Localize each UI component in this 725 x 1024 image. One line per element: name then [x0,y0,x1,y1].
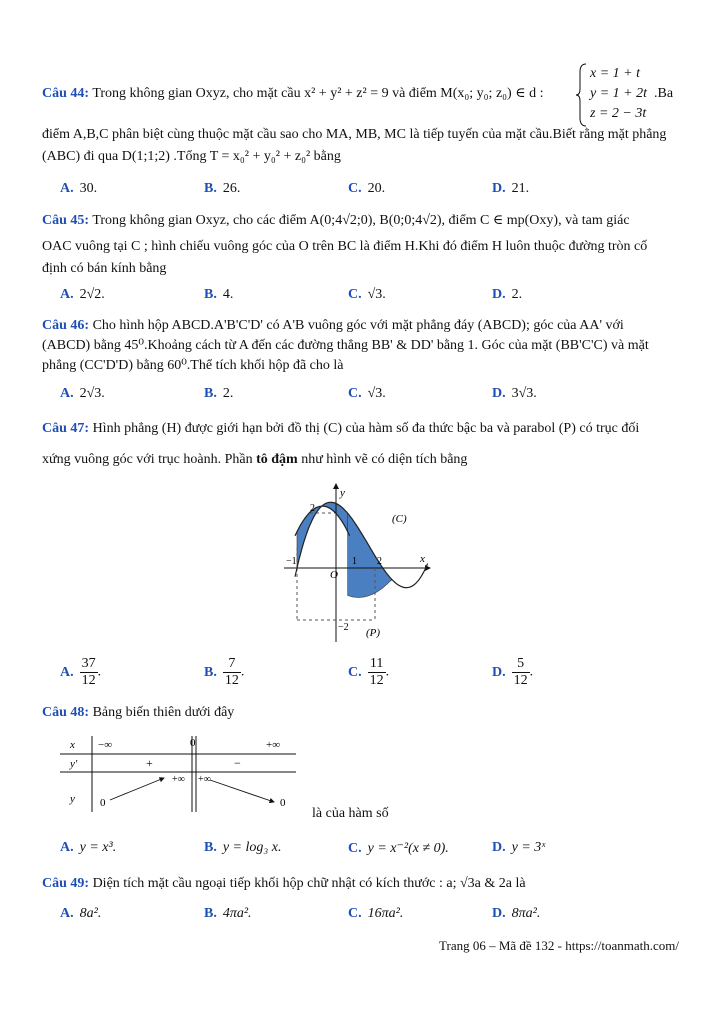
option-letter: D. [492,840,506,855]
option-letter: B. [204,386,217,401]
table-x-value: +∞ [266,739,281,751]
q49-options [60,906,680,930]
option-text: 2. [222,386,234,401]
numerator: 7 [223,656,241,673]
fraction [368,656,386,689]
option-text: 8πa². [511,906,541,921]
variation-table [60,734,300,814]
option-letter: B. [204,287,217,302]
q47-label: Câu 47: [42,421,90,436]
option-text: 20. [367,181,386,196]
table-y-label: y [70,793,75,805]
option-letter: D. [492,181,506,196]
q45-label: Câu 45: [42,213,90,228]
q48-option-d[interactable] [492,840,545,856]
option-text: y = x⁻²(x ≠ 0). [367,841,449,856]
q46-option-a[interactable] [60,386,105,402]
sys-row: x = 1 + t [590,66,640,81]
q47-text1: Hình phẳng (H) được giới hạn bởi đồ thị (C) của hàm số đa thức bậc ba và parabol (P) có trục đối [92,421,640,436]
option-letter: C. [348,906,362,921]
q47-option-a[interactable]: A. $\frac{37}{12}$ . [60,656,102,688]
option-letter: A. [60,386,74,401]
option-letter: B. [204,664,217,680]
option-letter: D. [492,386,506,401]
table-y-value: +∞ [198,774,211,785]
q47-graph [280,478,440,644]
q47-option-c[interactable]: C. $\frac{11}{12}$ . [348,656,390,688]
q45-option-a[interactable] [60,287,105,303]
page-footer: Trang 06 – Mã đề 132 - https://toanmath.com/ [439,938,679,953]
q47-options [60,656,680,688]
option-text: 16πa². [367,906,404,921]
option-letter: A. [60,287,74,302]
option-letter: A. [60,840,74,855]
option-text: 2. [511,287,523,302]
q46-text2: (ABCD) bằng 45⁰.Khoảng cách từ A đến các đường thẳng BB' & DD' bằng 1. Góc của mặt (BB'C'C) và mặt [42,338,649,353]
curve-p-label: (P) [366,627,381,639]
tick-label: 2 [377,556,382,567]
option-text: 4. [222,287,234,302]
sys-row: y = 1 + 2t [590,86,647,101]
option-letter: B. [204,906,217,921]
x-axis-label: x [420,553,425,565]
option-text: 3√3. [511,386,537,401]
option-letter: C. [348,664,362,680]
option-text: 2√2. [79,287,105,302]
option-letter: D. [492,664,506,680]
option-text: 8a². [79,906,102,921]
table-y-value: 0 [100,797,106,809]
q45-options [60,287,680,311]
option-text: 2√3. [79,386,105,401]
q46-option-d[interactable] [492,386,537,402]
numerator: 37 [81,656,96,671]
option-letter: C. [348,386,362,401]
option-text: y = log₃ x. [222,840,282,855]
q47-line1 [42,418,682,440]
denominator: 12 [369,673,384,688]
q44-option-b[interactable] [204,181,240,197]
option-letter: C. [348,181,362,196]
option-text: √3. [367,386,386,401]
q44-option-d[interactable] [492,181,529,197]
option-letter: A. [60,181,74,196]
q47-text2a: xứng vuông góc với trục hoành. Phần [42,452,257,467]
decrease-arrow [210,780,274,802]
origin-label: O [330,569,338,581]
numerator: 5 [512,656,530,673]
table-y-value: +∞ [172,774,185,785]
table-sign: + [146,756,153,770]
q45-text2: OAC vuông tại C ; hình chiếu vuông góc của O trên BC là điểm H.Khi đó điểm H luôn thuộc đường tròn cố [42,239,648,254]
fraction [223,656,241,689]
q44-ba: .Ba [654,86,674,101]
q47-line2 [42,449,682,471]
q46-option-b[interactable] [204,386,233,402]
q44-label: Câu 44: [42,86,90,101]
q44-option-a[interactable] [60,181,97,197]
option-letter: B. [204,840,217,855]
tick-label: −1 [286,556,297,567]
q48-option-a[interactable] [60,840,116,856]
option-letter: B. [204,181,217,196]
q46-option-c[interactable] [348,386,386,402]
tick-label: −2 [338,622,349,633]
sys-row: z = 2 − 3t [590,106,647,121]
option-text: 21. [511,181,530,196]
q48-label: Câu 48: [42,705,90,720]
option-letter: C. [348,841,362,856]
q48-tail: là của hàm số [312,806,389,821]
q49-option-a[interactable] [60,906,101,922]
option-text: y = 3ˣ [511,840,546,855]
option-text: 30. [79,181,98,196]
option-letter: A. [60,906,74,921]
q46-label: Câu 46: [42,318,90,333]
tick-label: 1 [352,556,357,567]
q46-text1: Cho hình hộp ABCD.A'B'C'D' có A'B vuông góc với mặt phẳng đáy (ABCD); góc của AA' với [92,318,624,333]
q49-option-b[interactable] [204,906,252,922]
option-text: √3. [367,287,386,302]
q46-line1 [42,315,682,337]
denominator: 12 [224,673,239,688]
q48-options [60,840,680,864]
denominator: 12 [81,673,96,688]
q49-label: Câu 49: [42,876,90,891]
q44-option-c[interactable] [348,181,385,197]
q44-options [60,181,680,205]
q44-line1 [42,83,602,105]
table-x-value: 0 [190,737,196,749]
q45-option-c[interactable] [348,287,386,303]
curve-c-label: (C) [392,513,407,525]
q46-options [60,386,680,410]
tick-label: 2 [310,503,315,514]
q45-line1 [42,210,682,232]
q47-option-d[interactable]: D. $\frac{5}{12}$ . [492,656,534,688]
option-text: y = x³. [79,840,117,855]
q44-text2: điểm A,B,C phân biệt cùng thuộc mặt cầu sao cho MA, MB, MC là tiếp tuyến của mặt cầu.Biết rằng mặt phẳng [42,127,667,142]
option-letter: C. [348,287,362,302]
q45-option-b[interactable] [204,287,233,303]
numerator: 11 [368,656,386,673]
option-letter: D. [492,906,506,921]
q49-option-c[interactable] [348,906,403,922]
q46-text3: phẳng (CC'D'D) bằng 60⁰.Thể tích khối hộp đã cho là [42,358,344,373]
q45-text3: định có bán kính bằng [42,261,167,276]
table-sign: − [234,756,241,770]
option-text: 4πa². [222,906,252,921]
q48-text1: Bảng biến thiên dưới đây [92,705,235,720]
increase-arrow [110,778,164,800]
fraction [512,656,530,689]
q49-option-d[interactable] [492,906,540,922]
q49-text1: Diện tích mặt cầu ngoại tiếp khối hộp chữ nhật có kích thước : a; √3a & 2a là [92,876,526,891]
q45-text1: Trong không gian Oxyz, cho các điểm A(0;4√2;0), B(0;0;4√2), điểm C ∈ mp(Oxy), và tam giác [92,213,630,228]
q44-text1: Trong không gian Oxyz, cho mặt cầu x² + y² + z² = 9 và điểm M(x₀; y₀; z₀) ∈ d : [92,86,544,101]
q48-option-b[interactable] [204,840,281,856]
table-y-value: 0 [280,797,286,809]
q48-line1 [42,702,682,724]
q47-text2b: tô đậm [256,452,298,467]
fraction [80,656,98,689]
option-letter: A. [60,664,74,680]
table-x-label: x [70,739,75,751]
q45-option-d[interactable] [492,287,522,303]
option-letter: D. [492,287,506,302]
q49-line1 [42,873,682,895]
y-axis-label: y [340,487,345,499]
q47-option-b[interactable]: B. $\frac{7}{12}$ . [204,656,245,688]
q48-option-c[interactable] [348,840,449,857]
option-text: 26. [222,181,241,196]
table-yp-label: y' [70,758,78,770]
q44-text3: (ABC) đi qua D(1;1;2) .Tổng T = x₀² + y₀² + z₀² bằng [42,149,341,164]
denominator: 12 [513,673,528,688]
table-x-value: −∞ [98,739,113,751]
q47-text2c: như hình vẽ có diện tích bằng [297,452,468,467]
